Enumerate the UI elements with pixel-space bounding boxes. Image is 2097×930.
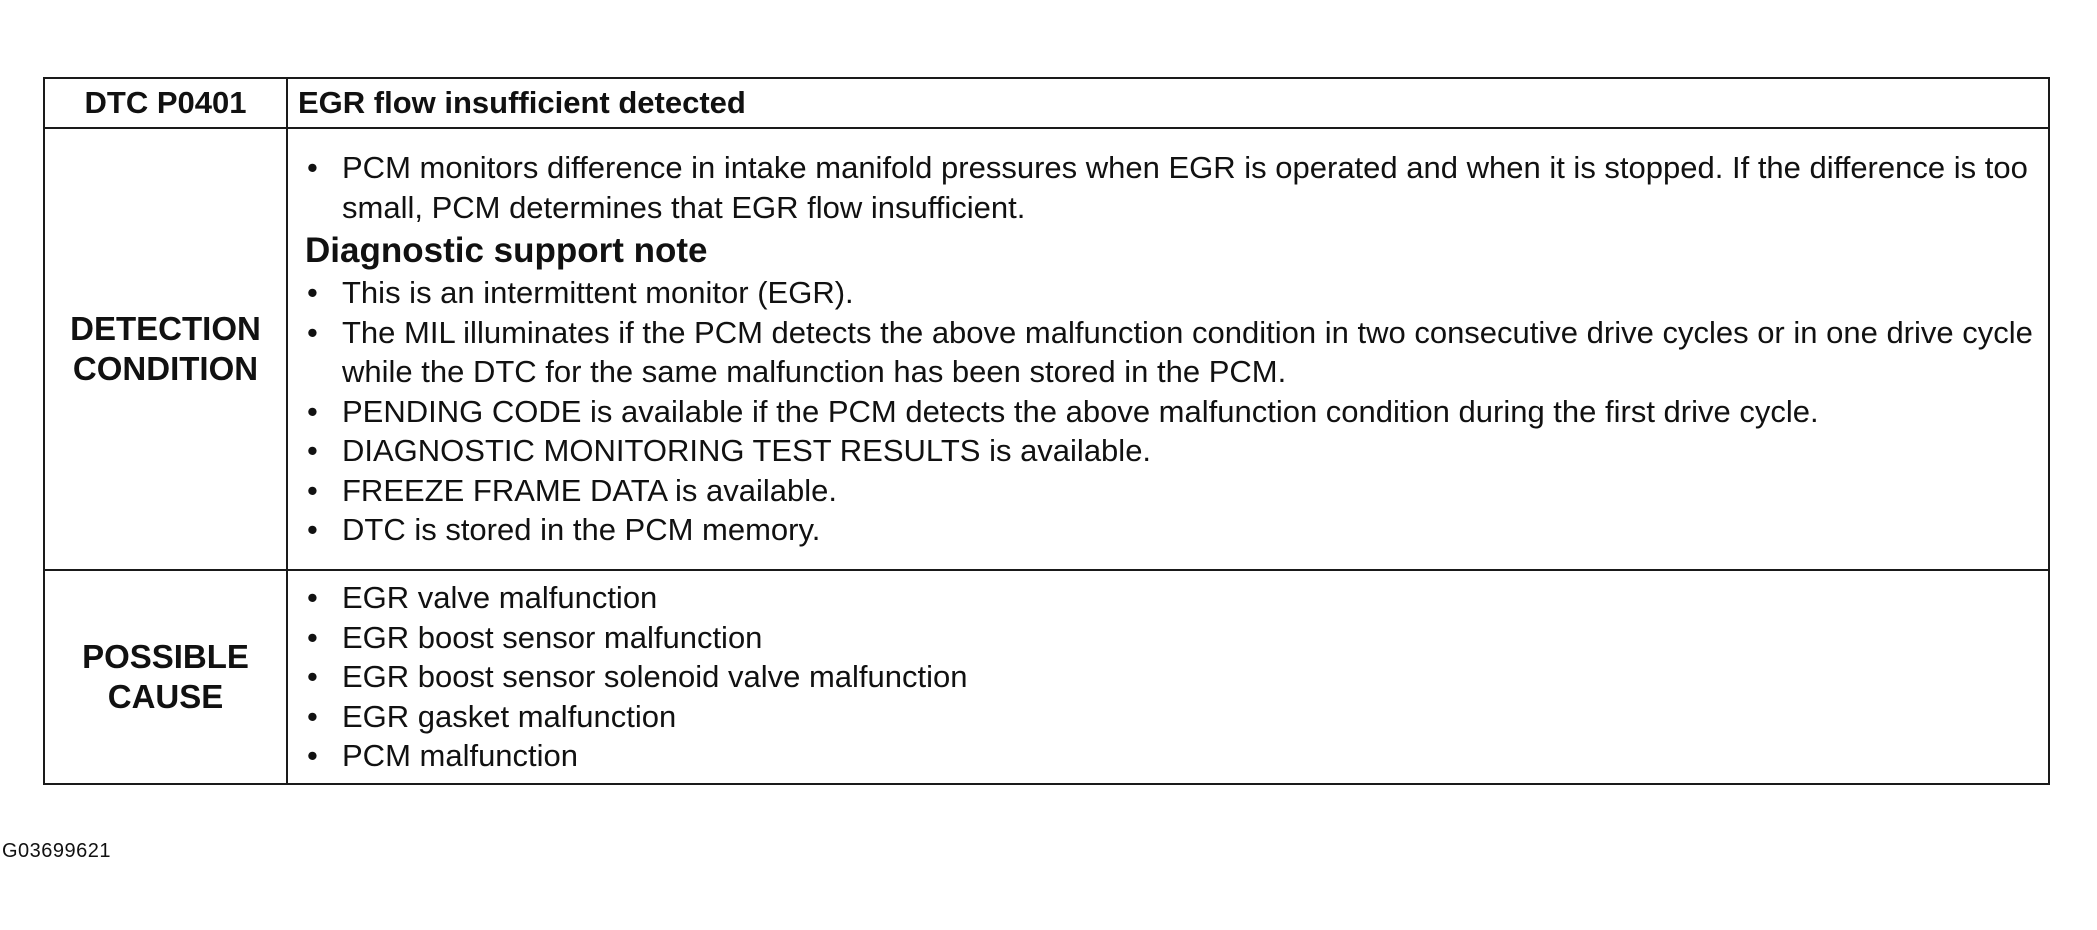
diagnostic-note-item: • DIAGNOSTIC MONITORING TEST RESULTS is available. — [302, 431, 2038, 471]
cause-item: • EGR gasket malfunction — [302, 697, 2038, 737]
possible-cause-row — [44, 570, 2049, 784]
dtc-code-cell: DTC P0401 — [44, 78, 287, 128]
detection-condition-content — [287, 128, 2049, 570]
detection-label-line2: CONDITION — [72, 350, 259, 387]
cause-item: • EGR boost sensor solenoid valve malfunction — [302, 657, 2038, 697]
diagnostic-support-heading: Diagnostic support note — [305, 231, 708, 271]
detection-intro-item: • PCM monitors difference in intake manifold pressures when EGR is operated and when it is stopped. If the difference is too small, PCM determines that EGR flow insufficient. — [302, 148, 2038, 227]
diagnostic-note-item: • DTC is stored in the PCM memory. — [302, 510, 2038, 550]
cause-item: • PCM malfunction — [302, 736, 2038, 776]
detection-condition-label — [44, 128, 287, 570]
diagnostic-note-item: • The MIL illuminates if the PCM detects the above malfunction condition in two consecutive drive cycles or in one drive cycle while the DTC for the same malfunction has been stored in the PCM. — [302, 313, 2038, 392]
cause-item: • EGR boost sensor malfunction — [302, 618, 2038, 658]
diagnostic-note-item: • PENDING CODE is available if the PCM detects the above malfunction condition during the first drive cycle. — [302, 392, 2038, 432]
dtc-info-table — [43, 77, 2050, 785]
header-row — [44, 78, 2049, 128]
diagnostic-notes-list — [302, 273, 2038, 550]
diagnostic-note-item: • FREEZE FRAME DATA is available. — [302, 471, 2038, 511]
cause-label-line2: CAUSE — [107, 678, 224, 715]
cause-label-line1: POSSIBLE — [82, 638, 249, 676]
possible-cause-content — [287, 570, 2049, 784]
detection-label-line1: DETECTION — [70, 310, 261, 348]
dtc-title-cell: EGR flow insufficient detected — [287, 78, 2049, 128]
possible-cause-list — [302, 578, 2038, 776]
figure-id-caption: G03699621 — [2, 840, 112, 862]
possible-cause-label — [44, 570, 287, 784]
detection-condition-row — [44, 128, 2049, 570]
diagnostic-note-item: • This is an intermittent monitor (EGR). — [302, 273, 2038, 313]
cause-item: • EGR valve malfunction — [302, 578, 2038, 618]
detection-intro-list — [302, 148, 2038, 227]
